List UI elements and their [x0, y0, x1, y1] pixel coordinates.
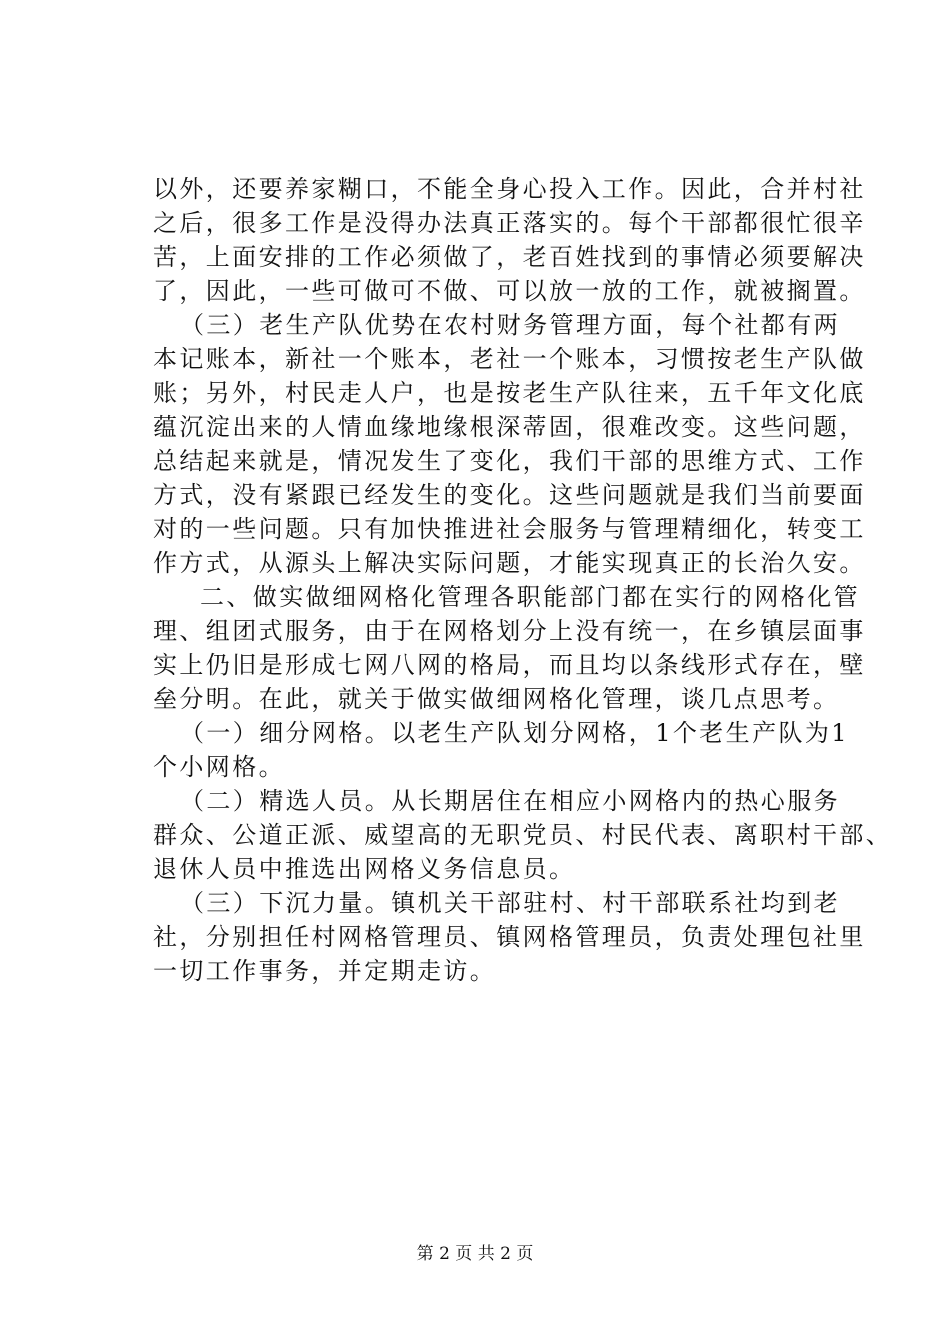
text-line: 之后，很多工作是没得办法真正落实的。每个干部都很忙很辛 [153, 209, 866, 237]
text-line: 账；另外，村民走人户，也是按老生产队往来，五千年文化底 [153, 379, 866, 407]
text-line: 了，因此，一些可做可不做、可以放一放的工作，就被搁置。 [153, 277, 866, 305]
text-line: 总结起来就是，情况发生了变化，我们干部的思维方式、工作 [153, 447, 866, 475]
text-line: （三）下沉力量。镇机关干部驻村、村干部联系社均到老 [180, 889, 840, 917]
text-line: 实上仍旧是形成七网八网的格局，而且均以条线形式存在，壁 [153, 651, 866, 679]
text-line: 二、做实做细网格化管理各职能部门都在实行的网格化管 [200, 583, 860, 611]
text-line: （一）细分网格。以老生产队划分网格，1个老生产队为1 [180, 719, 849, 747]
text-line: 苦，上面安排的工作必须做了，老百姓找到的事情必须要解决 [153, 243, 866, 271]
text-line: （二）精选人员。从长期居住在相应小网格内的热心服务 [180, 787, 840, 815]
page-number-footer: 第 2 页 共 2 页 [416, 1244, 534, 1264]
text-line: 本记账本，新社一个账本，老社一个账本，习惯按老生产队做 [153, 345, 866, 373]
text-line: （三）老生产队优势在农村财务管理方面，每个社都有两 [180, 311, 840, 339]
text-line: 社，分别担任村网格管理员、镇网格管理员，负责处理包社里 [153, 923, 866, 951]
text-line: 作方式，从源头上解决实际问题，才能实现真正的长治久安。 [153, 549, 866, 577]
text-line: 理、组团式服务，由于在网格划分上没有统一，在乡镇层面事 [153, 617, 866, 645]
text-line: 个小网格。 [153, 753, 285, 781]
text-line: 退休人员中推选出网格义务信息员。 [153, 855, 576, 883]
text-line: 以外，还要养家糊口，不能全身心投入工作。因此，合并村社 [153, 175, 866, 203]
text-line: 蕴沉淀出来的人情血缘地缘根深蒂固，很难改变。这些问题， [153, 413, 866, 441]
text-line: 一切工作事务，并定期走访。 [153, 957, 497, 985]
text-line: 群众、公道正派、威望高的无职党员、村民代表、离职村干部、 [153, 821, 893, 849]
text-line: 对的一些问题。只有加快推进社会服务与管理精细化，转变工 [153, 515, 866, 543]
text-line: 方式，没有紧跟已经发生的变化。这些问题就是我们当前要面 [153, 481, 866, 509]
text-line: 垒分明。在此，就关于做实做细网格化管理，谈几点思考。 [153, 685, 840, 713]
